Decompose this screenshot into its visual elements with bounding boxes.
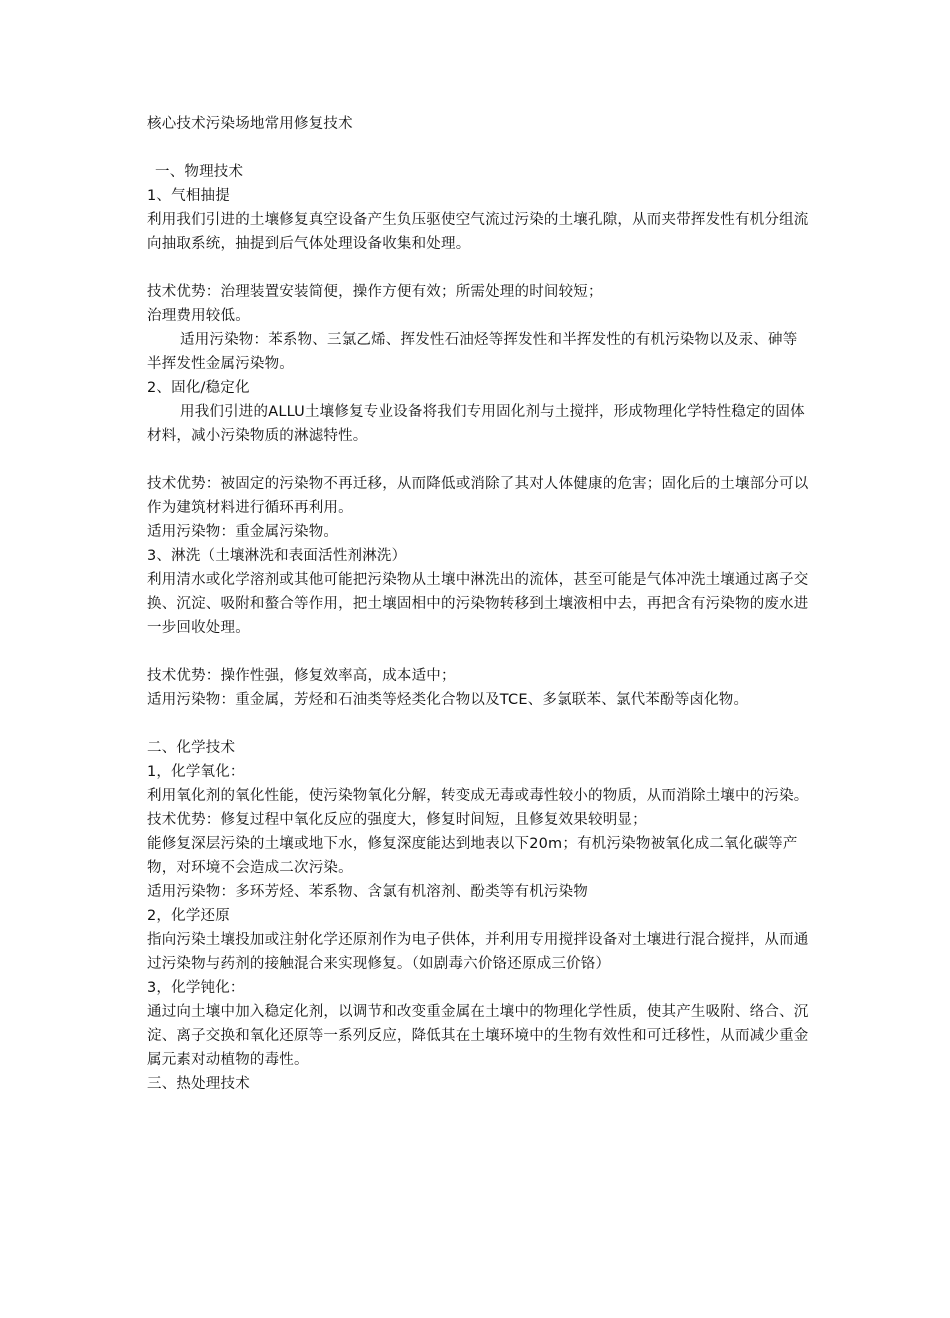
paragraph-solidification-applicable: 适用污染物：重金属污染物。: [147, 524, 339, 540]
paragraph-oxidation-advantage-cont: 能修复深层污染的土壤或地下水，修复深度能达到地表以下20m；有机污染物被氧化成二氧化碳等产物，对环境不会造成二次污染。: [147, 836, 798, 876]
paragraph-washing-advantage: 技术优势：操作性强，修复效率高，成本适中；: [147, 668, 456, 684]
document-body: [147, 112, 812, 1096]
paragraph-passivation-desc: 通过向土壤中加入稳定化剂，以调节和改变重金属在土壤中的物理化学性质，使其产生吸附、络合、沉淀、离子交换和氧化还原等一系列反应，降低其在土壤环境中的生物有效性和可迁移性，从而减少重金属元素对动植物的毒性。: [147, 1004, 809, 1068]
paragraph-oxidation-applicable: 适用污染物：多环芳烃、苯系物、含氯有机溶剂、酚类等有机污染物: [147, 884, 588, 900]
document-title: 核心技术污染场地常用修复技术: [147, 116, 353, 132]
section-heading-thermal: 三、热处理技术: [147, 1076, 250, 1092]
paragraph-oxidation-desc: 利用氧化剂的氧化性能，使污染物氧化分解，转变成无毒或毒性较小的物质，从而消除土壤中的污染。: [147, 788, 809, 804]
blank-line: [147, 448, 812, 472]
section-heading-chemical: 二、化学技术: [147, 740, 236, 756]
paragraph-washing-desc: 利用清水或化学溶剂或其他可能把污染物从土壤中淋洗出的流体，甚至可能是气体冲洗土壤通过离子交换、沉淀、吸附和螯合等作用，把土壤固相中的污染物转移到土壤液相中去，再把含有污染物的废水进一步回收处理。: [147, 572, 809, 636]
item-heading-chemical-reduction: 2，化学还原: [147, 908, 230, 924]
blank-line: [147, 256, 812, 280]
item-heading-chemical-passivation: 3，化学钝化：: [147, 980, 245, 996]
blank-line: [147, 712, 812, 736]
blank-line: [147, 640, 812, 664]
item-heading-washing: 3、淋洗（土壤淋洗和表面活性剂淋洗）: [147, 548, 407, 564]
section-heading-physical: 一、物理技术: [155, 164, 244, 180]
paragraph-solidification-desc: 用我们引进的ALLU土壤修复专业设备将我们专用固化剂与土搅拌，形成物理化学特性稳定的固体材料，减小污染物质的淋滤特性。: [147, 404, 805, 444]
paragraph-vapor-extraction-advantage-cont: 治理费用较低。: [147, 308, 250, 324]
paragraph-vapor-extraction-applicable: 适用污染物：苯系物、三氯乙烯、挥发性石油烃等挥发性和半挥发性的有机污染物以及汞、砷等半挥发性金属污染物。: [147, 332, 798, 372]
item-heading-vapor-extraction: 1、气相抽提: [147, 188, 230, 204]
paragraph-vapor-extraction-desc: 利用我们引进的土壤修复真空设备产生负压驱使空气流过污染的土壤孔隙，从而夹带挥发性有机分组流向抽取系统，抽提到后气体处理设备收集和处理。: [147, 212, 809, 252]
paragraph-washing-applicable: 适用污染物：重金属，芳烃和石油类等烃类化合物以及TCE、多氯联苯、氯代苯酚等卤化物。: [147, 692, 749, 708]
paragraph-solidification-advantage: 技术优势：被固定的污染物不再迁移，从而降低或消除了其对人体健康的危害；固化后的土壤部分可以作为建筑材料进行循环再利用。: [147, 476, 809, 516]
paragraph-reduction-desc: 指向污染土壤投加或注射化学还原剂作为电子供体，并利用专用搅拌设备对土壤进行混合搅拌，从而通过污染物与药剂的接触混合来实现修复。（如剧毒六价铬还原成三价铬）: [147, 932, 809, 972]
item-heading-solidification: 2、固化/稳定化: [147, 380, 250, 396]
paragraph-oxidation-advantage: 技术优势：修复过程中氧化反应的强度大，修复时间短，且修复效果较明显；: [147, 812, 647, 828]
item-heading-chemical-oxidation: 1，化学氧化：: [147, 764, 245, 780]
paragraph-vapor-extraction-advantage: 技术优势：治理装置安装简便，操作方便有效；所需处理的时间较短；: [147, 284, 603, 300]
